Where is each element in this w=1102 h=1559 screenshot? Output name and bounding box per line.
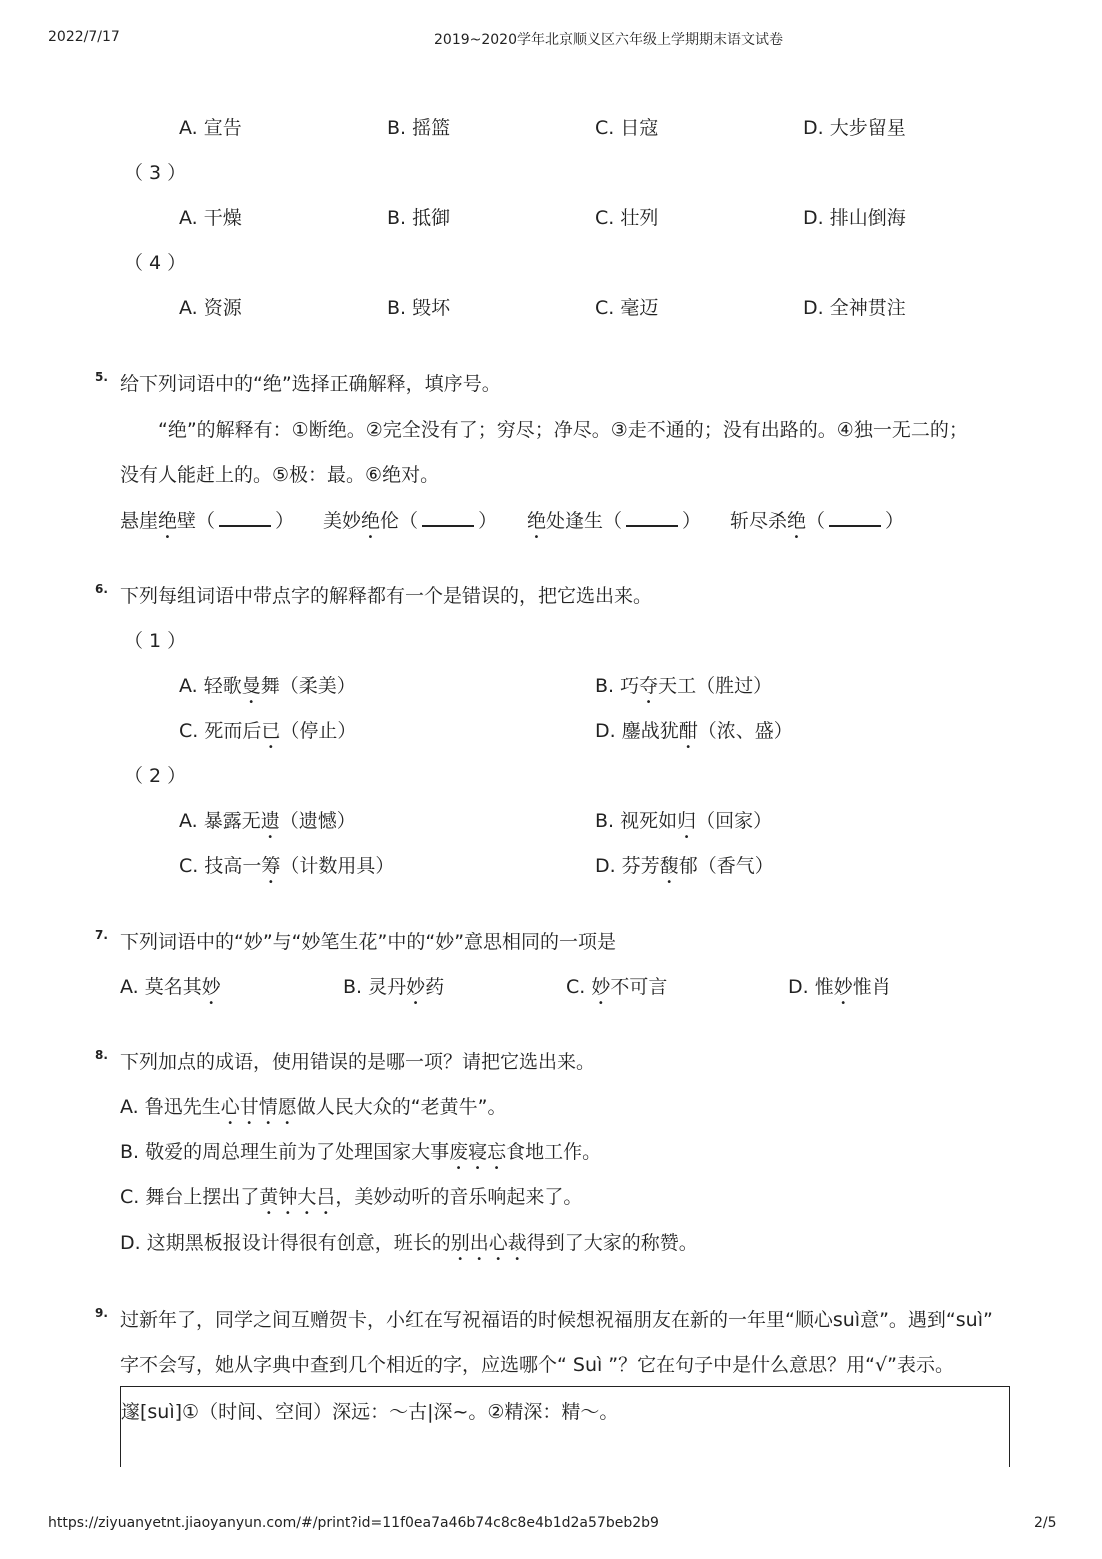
option-text: D. 芬芳	[595, 855, 660, 877]
option-text: A. 轻歌	[179, 675, 242, 697]
option-b	[595, 808, 772, 843]
dotted-char: 妙	[833, 976, 853, 998]
fill-item-3	[527, 507, 701, 543]
option-c: C. 壮列	[595, 207, 659, 229]
sub-question-2: （ 2 ）	[124, 765, 187, 787]
option-text: A. 莫名其	[120, 976, 202, 998]
paren-close: ）	[478, 510, 498, 532]
header-date: 2022/7/17	[48, 29, 120, 45]
sub-question-1: （ 1 ）	[124, 630, 187, 652]
option-text: （计数用具）	[280, 855, 395, 877]
option-c	[120, 1184, 582, 1219]
option-a: A. 干燥	[179, 207, 242, 229]
fill-item-2	[323, 507, 497, 543]
option-c	[179, 853, 394, 888]
option-text: D. 这期黑板报设计得很有创意，班长的	[120, 1232, 451, 1254]
option-c: C. 日寇	[595, 117, 659, 139]
question-text-line-1: 过新年了，同学之间互赠贺卡，小红在写祝福语的时候想祝福朋友在新的一年里“顺心suì意”。遇到“suì”	[120, 1309, 993, 1331]
dotted-char: 已	[261, 720, 281, 742]
option-text: D. 惟	[788, 976, 834, 998]
option-a	[179, 673, 356, 708]
option-text: D. 鏖战犹	[595, 720, 679, 742]
question-stem: 下列每组词语中带点字的解释都有一个是错误的，把它选出来。	[120, 585, 653, 607]
option-b: B. 抵御	[387, 207, 451, 229]
dotted-idiom: 心甘情愿	[220, 1096, 297, 1118]
dotted-char: 绝	[787, 510, 807, 532]
dotted-char: 筹	[261, 855, 281, 877]
option-b: B. 摇篮	[387, 117, 451, 139]
dotted-char: 妙	[406, 976, 426, 998]
option-text: 不可言	[610, 976, 668, 998]
option-text: （遗憾）	[279, 810, 356, 832]
dotted-char: 妙	[591, 976, 611, 998]
page-number: 2/5	[1034, 1515, 1057, 1531]
option-c	[179, 718, 356, 753]
paren-open: （	[399, 510, 419, 532]
option-text: 舞（柔美）	[260, 675, 356, 697]
option-b	[120, 1139, 601, 1174]
paren-open: （	[196, 510, 216, 532]
option-text: C. 死而后	[179, 720, 262, 742]
fill-item-1	[120, 507, 294, 543]
option-text: B. 视死如	[595, 810, 678, 832]
option-d: D. 全神贯注	[803, 297, 906, 319]
option-text: B. 巧	[595, 675, 640, 697]
explanation-line-1: “绝”的解释有：①断绝。②完全没有了；穷尽；净尽。③走不通的；没有出路的。④独一无二的；	[158, 419, 968, 441]
option-text: 天工（胜过）	[658, 675, 773, 697]
question-stem: 下列词语中的“妙”与“妙笔生花”中的“妙”意思相同的一项是	[120, 931, 617, 953]
question-number: 5.	[95, 370, 108, 384]
option-text: B. 敬爱的周总理生前为了处理国家大事	[120, 1141, 450, 1163]
option-text: 食地工作。	[506, 1141, 602, 1163]
dotted-char: 绝	[361, 510, 381, 532]
option-d	[788, 974, 891, 1009]
word-part: 斩尽杀	[730, 510, 788, 532]
option-b: B. 毁坏	[387, 297, 451, 319]
paren-close: ）	[682, 510, 702, 532]
option-b	[343, 974, 444, 1009]
paren-close: ）	[275, 510, 295, 532]
option-a	[120, 1094, 506, 1129]
option-text: 惟肖	[852, 976, 891, 998]
dotted-char: 绝	[527, 510, 547, 532]
header-title: 2019~2020学年北京顺义区六年级上学期期末语文试卷	[434, 32, 783, 48]
dotted-char: 夺	[639, 675, 659, 697]
option-text: A. 鲁迅先生	[120, 1096, 221, 1118]
option-a: A. 资源	[179, 297, 242, 319]
option-text: 得到了大家的称赞。	[526, 1232, 698, 1254]
option-text: A. 暴露无	[179, 810, 261, 832]
option-text: （浓、盛）	[697, 720, 793, 742]
option-text: C. 舞台上摆出了	[120, 1186, 260, 1208]
answer-blank[interactable]	[829, 507, 881, 527]
option-text: B. 灵丹	[343, 976, 407, 998]
option-text: 郁（香气）	[678, 855, 774, 877]
question-stem: 给下列词语中的“绝”选择正确解释，填序号。	[120, 373, 501, 395]
dotted-char: 曼	[241, 675, 261, 697]
dotted-idiom: 别出心裁	[450, 1232, 527, 1254]
option-d: D. 大步留星	[803, 117, 906, 139]
answer-blank[interactable]	[219, 507, 271, 527]
dotted-char: 馥	[659, 855, 679, 877]
sub-question-3: （ 3 ）	[124, 162, 187, 184]
word-part: 美妙	[323, 510, 362, 532]
paren-open: （	[603, 510, 623, 532]
question-number: 8.	[95, 1048, 108, 1062]
dotted-char: 酣	[678, 720, 698, 742]
word-part: 悬崖	[120, 510, 159, 532]
option-c: C. 毫迈	[595, 297, 659, 319]
option-text: ，美妙动听的音乐响起来了。	[335, 1186, 583, 1208]
option-d	[595, 853, 774, 888]
dictionary-entry: 邃[suì]①（时间、空间）深远：～古|深~。②精深：精～。	[121, 1401, 619, 1423]
dotted-char: 妙	[201, 976, 221, 998]
option-text: 做人民大众的“老黄牛”。	[296, 1096, 507, 1118]
option-d	[120, 1230, 698, 1265]
fill-item-4	[730, 507, 904, 543]
dotted-char: 归	[677, 810, 697, 832]
answer-blank[interactable]	[626, 507, 678, 527]
sub-question-4: （ 4 ）	[124, 252, 187, 274]
question-number: 6.	[95, 582, 108, 596]
word-part: 伦	[380, 510, 400, 532]
question-stem: 下列加点的成语，使用错误的是哪一项？请把它选出来。	[120, 1051, 596, 1073]
explanation-line-2: 没有人能赶上的。⑤极：最。⑥绝对。	[120, 464, 440, 486]
question-number: 9.	[95, 1306, 108, 1320]
option-a: A. 宣告	[179, 117, 242, 139]
option-d: D. 排山倒海	[803, 207, 906, 229]
paren-close: ）	[885, 510, 905, 532]
option-d	[595, 718, 793, 753]
dotted-char: 遗	[260, 810, 280, 832]
word-part: 处逢生	[546, 510, 604, 532]
option-text: （回家）	[696, 810, 773, 832]
dotted-idiom: 废寝忘	[449, 1141, 507, 1163]
option-text: 药	[425, 976, 445, 998]
option-text: C.	[566, 976, 592, 998]
question-text-line-2: 字不会写，她从字典中查到几个相近的字，应选哪个“ Suì ”？它在句子中是什么意思？用“√”表示。	[120, 1354, 954, 1376]
answer-blank[interactable]	[422, 507, 474, 527]
paren-open: （	[806, 510, 826, 532]
question-number: 7.	[95, 928, 108, 942]
dotted-char: 绝	[158, 510, 178, 532]
footer-url[interactable]: https://ziyuanyetnt.jiaoyanyun.com/#/print?id=11f0ea7a46b74c8c8e4b1d2a57beb2b9	[48, 1515, 659, 1531]
option-text: C. 技高一	[179, 855, 262, 877]
dotted-idiom: 黄钟大吕	[259, 1186, 336, 1208]
option-c	[566, 974, 667, 1009]
option-text: （停止）	[280, 720, 357, 742]
word-part: 壁	[177, 510, 197, 532]
option-b	[595, 673, 772, 708]
option-a	[120, 974, 221, 1009]
option-a	[179, 808, 356, 843]
